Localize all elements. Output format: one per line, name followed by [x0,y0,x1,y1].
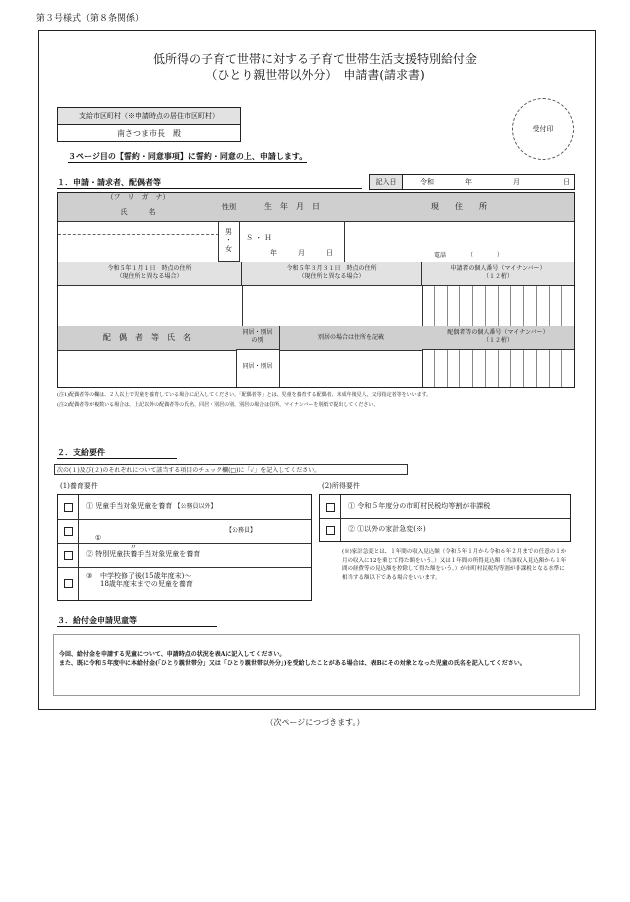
group1-item2-text: 〃 [94,542,137,551]
separate-address-header: 別居の場合は住所を記載 [280,326,423,351]
group1-title: (1)養育要件 [60,482,98,490]
group2-item1 [348,502,568,510]
group1-item1 [86,502,306,511]
furigana-field[interactable] [58,221,219,235]
entry-date-month: 月 [513,178,520,186]
section2-instruction: 次の(１)及び(２)のそれぞれについて該当する項目のチェック欄(□)に「✓」を記入してください。 [54,464,408,475]
cohabit-header: 同居・別居 の別 [236,326,280,350]
group1-table [57,494,312,601]
section1-title: １．申請・請求者、配偶者等 [57,178,362,189]
entry-date-era: 令和 [420,178,434,186]
spouse-my-number-header: 配偶者等の個人番号（マイナンバー） （１２桁） [422,326,574,350]
address-header: 現 住 所 [344,193,574,222]
phone-label: 電話 （ ） [434,252,504,259]
sex-header: 性別 [218,193,241,222]
my-number-field[interactable] [422,286,574,327]
spouse-my-number-field[interactable] [422,350,574,387]
cohabit-field[interactable]: 同居・別居 [236,350,280,387]
sex-field[interactable]: 男 ・ 女 [218,221,240,262]
entry-date-day: 日 [563,178,570,186]
applicant-table [57,192,575,388]
group1-item3-text: 特別児童扶養手当対象児童を養育 [95,550,201,558]
address-jan1-field[interactable] [58,286,243,327]
group1-item3-checkbox[interactable] [64,551,73,560]
section2-title: ２．支給要件 [57,448,177,459]
group1-item2-num: ① [94,534,102,543]
group2-item1-num: ① [348,502,355,510]
furigana-header: （フ リ ガ ナ） [58,193,219,204]
section3-box [53,634,580,696]
birthdate-field[interactable] [240,221,345,263]
group2-footnote: (※)家計急変とは、１年間の収入見込額（令和５年１月から令和６年２月までの任意の１か月の収入に12を乗じて得た額をいう。）又は１年間の所得見込額（当該収入見込額から１年間の経費等の見込額を控除して得た額をいう。）が市町村民税均等割が非課税となる水準に相当する額以下である場合をいいます。 [342,549,567,581]
group2-item2-text: ①以外の家計急変(※) [357,525,426,533]
group2-table [319,494,571,542]
name-field[interactable] [58,234,219,263]
reception-stamp-label: 受付印 [532,125,554,133]
group2-item2-num: ② [348,525,355,533]
group2-item1-checkbox[interactable] [326,503,335,512]
spouse-name-field[interactable] [58,350,237,387]
birthdate-header: 生 年 月 日 [240,193,345,222]
address-field[interactable] [344,221,574,263]
spouse-name-header: 配 偶 者 等 氏 名 [58,326,237,351]
group1-item3 [86,550,306,558]
section3-title: ３．給付金申請児童等 [57,616,217,627]
group1-item1-num: ① [86,502,93,510]
municipality-box [57,107,241,142]
section3-text2: また、既に令和５年度中に本給付金(「ひとり親世帯分」又は「ひとり親世帯以外分」)を受給したことがある場合は、表Bにその対象となった児童の氏名を記入してください。 [59,660,526,667]
form-title: 低所得の子育て世帯に対する子育て世帯生活支援特別給付金 [152,52,477,66]
name-header: 氏 名 [58,203,219,222]
entry-date-year: 年 [465,178,472,186]
group1-item4-checkbox[interactable] [64,579,73,588]
group2-item1-text: 令和５年度分の市町村民税均等割が非課税 [357,502,491,510]
municipality-name: 南さつま市長 殿 [117,129,181,138]
era-options: Ｓ ・ Ｈ [246,234,272,242]
note-1: (注1)配偶者等の欄は、２人以上で児童を養育している場合に記入してください。「配偶者等」とは、児童を養育する配偶者、未成年後見人、父母指定者等をいいます。 [57,392,432,398]
entry-date-label: 記入日 [370,175,403,189]
address-mar31-header: 令和５年３月３１日 時点の住所 （現住所と異なる場合） [242,262,422,286]
group2-title: (2)所得要件 [322,482,360,490]
group1-item2-checkbox[interactable] [64,527,73,536]
section3-text1: 今回、給付金を申請する児童について、申請時点の状況を表Aに記入してください。 [59,651,286,658]
group1-item4-num: ③ [86,572,93,580]
reception-stamp [512,98,574,160]
birthdate-ymd: 年 月 日 [270,249,333,257]
municipality-header: 支給市区町村（※申請時点の居住市区町村） [58,108,240,125]
my-number-header: 申請者の個人番号（マイナンバー） （１２桁） [422,262,574,286]
group1-item4-text: 中学校修了後(15歳年度末)～ 18歳年度末までの児童を養育 [100,572,193,589]
form-subtitle: （ひとり親世帯以外分） 申請書(請求書) [205,68,425,82]
form-number: 第３号様式（第８条関係） [36,14,145,24]
group1-item3-num: ② [86,550,93,558]
group1-item1-tag: 【公務員以外】 [174,503,217,510]
address-jan1-header: 令和５年１月１日 時点の住所 （現住所と異なる場合） [58,262,242,286]
pledge-text: ３ページ目の【誓約・同意事項】に誓約・同意の上、申請します。 [68,151,308,161]
separate-address-field[interactable] [280,350,423,387]
continued-note: （次ページにつづきます。） [265,718,365,727]
address-mar31-field[interactable] [242,286,423,327]
group1-item1-checkbox[interactable] [64,503,73,512]
group1-item2-tag: 【公務員】 [226,527,257,534]
entry-date-box [369,174,575,190]
group2-item2 [348,525,568,533]
group1-item2 [86,526,306,568]
group1-item1-text: 児童手当対象児童を養育 [95,502,173,510]
note-2: (注2)配偶者等が複数いる場合は、上記以外の配偶者等の氏名、同居・別居の別、別居の場合は住所、マイナンバーを別紙で提出してください。 [57,402,379,408]
group2-item2-checkbox[interactable] [326,526,335,535]
